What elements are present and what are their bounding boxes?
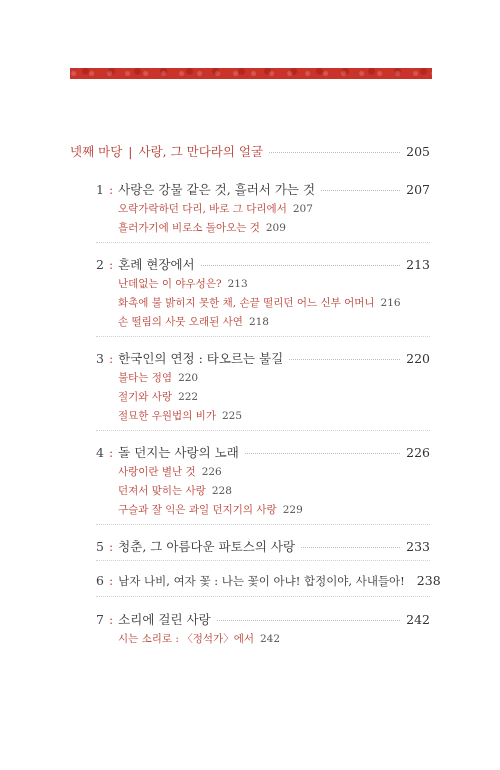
section-title: 던져서 맞히는 사랑 xyxy=(118,485,206,497)
chapter-title: 남자 나비, 여자 꽃 : 나는 꽃이 아냐! 합정이야, 사내들아! xyxy=(118,574,405,588)
section-entry[interactable] xyxy=(118,314,269,329)
part-label: 넷째 마당 xyxy=(70,144,123,159)
section-title: 불타는 정염 xyxy=(118,372,173,384)
leader-dots xyxy=(201,265,401,266)
chapter-2[interactable] xyxy=(96,255,430,273)
section-entry[interactable] xyxy=(118,502,303,517)
chapter-number: 2 xyxy=(96,257,104,272)
section-page: 220 xyxy=(178,372,199,384)
section-page: 226 xyxy=(201,466,222,478)
section-entry[interactable] xyxy=(118,370,198,385)
chapter-page: 226 xyxy=(406,445,430,460)
leader-dots xyxy=(301,547,400,548)
leader-dots xyxy=(321,190,400,191)
chapter-number: 3 xyxy=(96,351,104,366)
section-entry[interactable] xyxy=(118,631,280,646)
chapter-6[interactable] xyxy=(96,573,441,589)
chapter-page: 220 xyxy=(406,351,430,366)
chapter-title: 돌 던지는 사랑의 노래 xyxy=(118,445,239,460)
section-divider xyxy=(96,596,430,597)
leader-dots xyxy=(217,620,400,621)
section-title: 화촉에 불 밝히지 못한 채, 손끝 떨리던 어느 신부 어머니 xyxy=(118,297,375,309)
section-page: 216 xyxy=(380,297,401,309)
section-page: 209 xyxy=(265,222,286,234)
section-title: 오락가락하던 다리, 바로 그 다리에서 xyxy=(118,203,287,215)
section-divider xyxy=(96,336,430,337)
section-page: 207 xyxy=(292,203,313,215)
chapter-title: 혼례 현장에서 xyxy=(118,257,195,272)
leader-dots xyxy=(245,453,400,454)
section-page: 229 xyxy=(282,504,303,516)
section-page: 225 xyxy=(221,410,243,422)
section-entry[interactable] xyxy=(118,408,242,423)
chapter-7[interactable] xyxy=(96,610,430,628)
section-title: 절묘한 우원법의 비가 xyxy=(118,410,216,422)
chapter-page: 238 xyxy=(416,573,441,588)
section-page: 222 xyxy=(178,391,199,403)
part-heading xyxy=(70,142,430,160)
section-title: 사랑이란 별난 것 xyxy=(118,466,196,478)
section-divider xyxy=(96,430,430,431)
chapter-title: 소리에 걸린 사랑 xyxy=(118,612,211,627)
chapter-number: 4 xyxy=(96,445,104,460)
section-divider xyxy=(96,524,430,525)
section-entry[interactable] xyxy=(118,201,313,216)
section-entry[interactable] xyxy=(118,483,232,498)
leader-dots xyxy=(269,152,400,153)
chapter-page: 213 xyxy=(406,257,430,272)
chapter-title: 한국인의 연정 : 타오르는 불길 xyxy=(118,351,284,366)
section-title: 구슬과 잘 익은 과일 던지기의 사랑 xyxy=(118,504,277,516)
section-entry[interactable] xyxy=(118,295,401,310)
section-title: 시는 소리로 : 〈정석가〉에서 xyxy=(118,633,254,645)
section-divider xyxy=(96,560,430,561)
section-divider xyxy=(96,242,430,243)
chapter-4[interactable] xyxy=(96,443,430,461)
section-entry[interactable] xyxy=(118,276,248,291)
chapter-colon: : xyxy=(108,612,114,627)
part-page: 205 xyxy=(406,144,430,159)
chapter-number: 5 xyxy=(96,539,104,554)
chapter-3[interactable] xyxy=(96,349,430,367)
chapter-number: 6 xyxy=(96,573,104,588)
chapter-colon: : xyxy=(108,257,114,272)
chapter-colon: : xyxy=(108,351,114,366)
section-page: 228 xyxy=(211,485,232,497)
section-entry[interactable] xyxy=(118,464,222,479)
chapter-colon: : xyxy=(108,445,114,460)
section-page: 213 xyxy=(227,278,248,290)
chapter-page: 207 xyxy=(406,182,430,197)
chapter-number: 7 xyxy=(96,612,104,627)
chapter-page: 233 xyxy=(406,539,430,554)
section-title: 절기와 사랑 xyxy=(118,391,173,403)
chapter-1[interactable] xyxy=(96,180,430,198)
chapter-colon: : xyxy=(108,182,114,197)
chapter-title: 사랑은 강물 같은 것, 흘러서 가는 것 xyxy=(118,182,316,197)
section-title: 난데없는 이 야우성은? xyxy=(118,278,222,290)
part-separator: | xyxy=(128,144,133,159)
leader-dots xyxy=(289,359,400,360)
chapter-5[interactable] xyxy=(96,537,430,555)
part-title: 사랑, 그 만다라의 얼굴 xyxy=(138,144,264,159)
section-entry[interactable] xyxy=(118,389,198,404)
section-entry[interactable] xyxy=(118,220,286,235)
section-title: 손 떨림의 사뭇 오래된 사연 xyxy=(118,316,243,328)
chapter-number: 1 xyxy=(96,182,104,197)
section-title: 흘러가기에 비로소 돌아오는 것 xyxy=(118,222,260,234)
section-page: 218 xyxy=(248,316,269,328)
chapter-colon: : xyxy=(108,573,114,588)
section-page: 242 xyxy=(259,633,281,645)
chapter-colon: : xyxy=(108,539,114,554)
chapter-title: 청춘, 그 아름다운 파토스의 사랑 xyxy=(118,539,296,554)
chapter-page: 242 xyxy=(406,612,430,627)
decorative-header-band xyxy=(70,68,432,79)
